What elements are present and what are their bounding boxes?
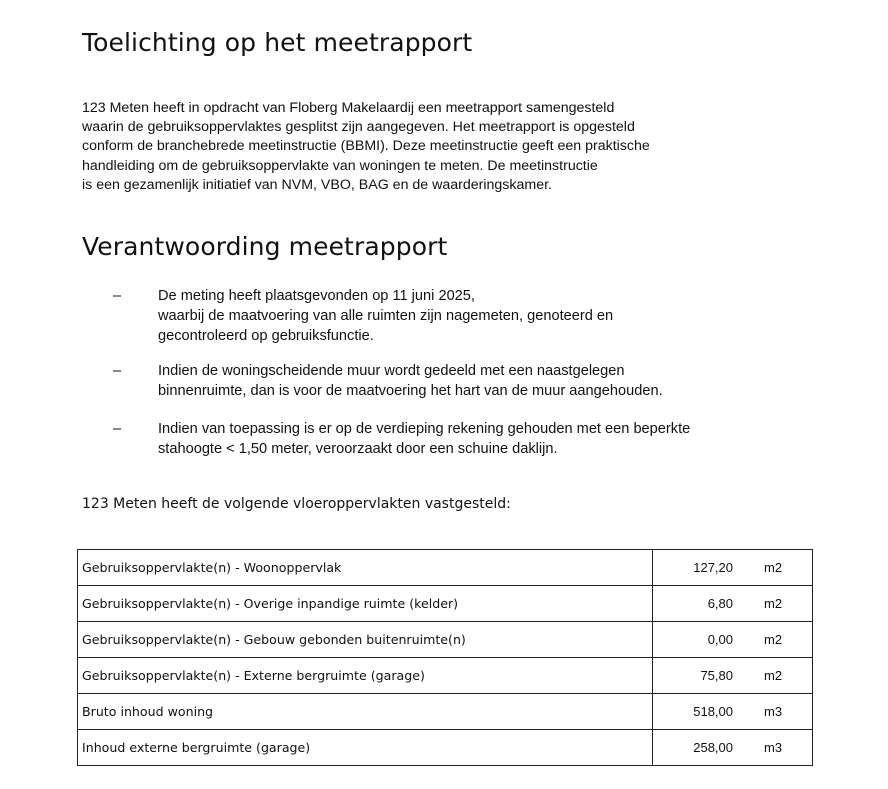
row-unit: m2 <box>733 550 813 586</box>
bullet-dash: – <box>113 288 122 304</box>
table-row <box>78 550 813 586</box>
measurements-table <box>77 549 813 766</box>
bullet-line: De meting heeft plaatsgevonden op 11 juni 2025, <box>158 288 475 304</box>
bullet-line: Indien van toepassing is er op de verdieping rekening gehouden met een beperkte <box>158 421 691 437</box>
row-value: 518,00 <box>653 694 734 730</box>
table-row <box>78 694 813 730</box>
paragraph-line: 123 Meten heeft in opdracht van Floberg Makelaardij een meetrapport samengesteld <box>82 100 615 116</box>
section-title-verantwoording: Verantwoording meetrapport <box>82 232 448 261</box>
row-value: 127,20 <box>653 550 734 586</box>
explanation-paragraph <box>82 99 650 195</box>
bullet-line: waarbij de maatvoering van alle ruimten zijn nagemeten, genoteerd en <box>158 308 614 324</box>
row-value: 75,80 <box>653 658 734 694</box>
paragraph-line: is een gezamenlijk initiatief van NVM, VBO, BAG en de waarderingskamer. <box>82 176 552 193</box>
row-unit: m2 <box>733 622 813 658</box>
bullet-line: binnenruimte, dan is voor de maatvoering het hart van de muur aangehouden. <box>158 383 663 399</box>
table-row <box>78 622 813 658</box>
bullet-dash: – <box>113 421 122 437</box>
row-value: 6,80 <box>653 586 734 622</box>
bullet-line: gecontroleerd op gebruiksfunctie. <box>158 328 374 344</box>
row-label: Gebruiksoppervlakte(n) - Woonoppervlak <box>78 550 653 586</box>
row-value: 258,00 <box>653 730 734 766</box>
bullet-line: Indien de woningscheidende muur wordt gedeeld met een naastgelegen <box>158 363 625 379</box>
row-unit: m3 <box>733 730 813 766</box>
section-title-toelichting: Toelichting op het meetrapport <box>82 28 473 57</box>
bullet-text <box>158 361 663 401</box>
bullet-dash: – <box>113 363 122 379</box>
table-intro-text: 123 Meten heeft de volgende vloeroppervlakten vastgesteld: <box>82 496 511 512</box>
table-row <box>78 586 813 622</box>
row-value: 0,00 <box>653 622 734 658</box>
row-label: Gebruiksoppervlakte(n) - Gebouw gebonden buitenruimte(n) <box>78 622 653 658</box>
bullet-text <box>158 286 613 346</box>
row-unit: m2 <box>733 658 813 694</box>
row-label: Gebruiksoppervlakte(n) - Externe bergruimte (garage) <box>78 658 653 694</box>
paragraph-line: conform de branchebrede meetinstructie (BBMI). Deze meetinstructie geeft een praktische <box>82 138 650 155</box>
row-label: Inhoud externe bergruimte (garage) <box>78 730 653 766</box>
paragraph-line: waarin de gebruiksoppervlaktes gesplitst zijn aangegeven. Het meetrapport is opgesteld <box>82 119 635 136</box>
row-label: Bruto inhoud woning <box>78 694 653 730</box>
bullet-text <box>158 419 690 459</box>
table-row <box>78 730 813 766</box>
row-unit: m3 <box>733 694 813 730</box>
row-label: Gebruiksoppervlakte(n) - Overige inpandige ruimte (kelder) <box>78 586 653 622</box>
paragraph-line: handleiding om de gebruiksoppervlakte van woningen te meten. De meetinstructie <box>82 157 598 174</box>
bullet-line: stahoogte < 1,50 meter, veroorzaakt door een schuine daklijn. <box>158 441 558 457</box>
row-unit: m2 <box>733 586 813 622</box>
table-row <box>78 658 813 694</box>
